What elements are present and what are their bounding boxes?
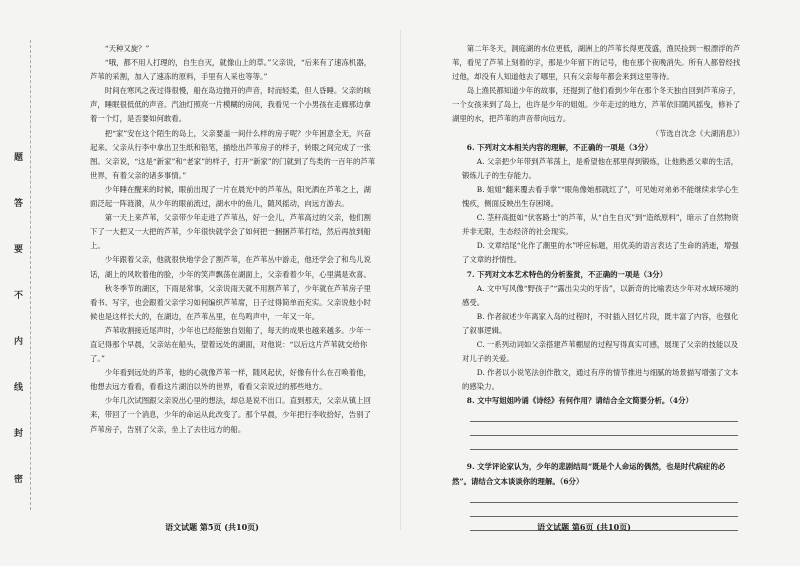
question-7: 7. 下列对文本艺术特色的分析鉴赏，不正确的一项是（3分） — [466, 269, 667, 279]
seal-char: 内 — [14, 337, 24, 347]
paragraph: 第一天上来芦苇，父亲带少年走进了芦苇丛，好一会儿，芦苇高过的父亲，他们割下了一大把又一大把的芦苇，少年很快就学会了如何把一捆捆芦苇打结，然后再放到船上。 — [90, 213, 371, 251]
seal-char: 封 — [14, 429, 24, 439]
paragraph: 少年看到远处的芦苇，他的心就像芦苇一样，随风起伏，好像有什么在召唤着他，他想去远方看看，看看这片湖泊以外的世界，看看父亲说过的那些地方。 — [90, 368, 371, 392]
paragraph: 秋冬季节的湖区，下雨是常事，父亲说雨天就不用割芦苇了，少年就在芦苇房子里看书、写字，也会跟着父亲学习如何编织芦苇席，日子过得简单而充实。父亲说他小时候也是这样长大的，在湖边，在芦苇丛里，在鸟鸣声中，一年又一年。 — [90, 283, 371, 321]
seal-char: 题 — [14, 153, 24, 163]
seal-char: 答 — [14, 199, 24, 209]
question-7-option-b: B. 作者叙述少年离家入岛的过程时，不时插入回忆片段，既丰富了内容，也强化了叙事逻辑。 — [462, 311, 739, 335]
question-6-option-d: D. 文章结尾“化作了潮里的水”呼应标题，用优美的语言表达了生命的消逝，增强了文章的抒情性。 — [462, 241, 739, 265]
question-6-option-c: C. 茎秆高挺如“伏客路士”的芦苇，从“自生自灭”到“造纸原料”，暗示了自然物资并非无限，生态经济的社会现实。 — [462, 213, 739, 237]
question-9: 9. 文学评论家认为，少年的悲剧结局“既是个人命运的偶然，也是时代病症的必然”。请结合文本谈谈你的理解。（6分） — [452, 462, 726, 486]
question-8: 8. 文中写姐姐吟诵《诗经》有何作用？请结合全文简要分析。（4分） — [466, 396, 693, 406]
reading-text-and-questions — [452, 42, 744, 531]
question-6: 6. 下列对文本相关内容的理解，不正确的一项是（3分） — [466, 142, 653, 152]
paragraph: 少年睡在醒来的时候，眼前出现了一片在晨光中的芦苇丛，阳光洒在芦苇之上，湖面泛起一阵涟漪，从少年的眼前流过，湖水中的鱼儿，随风摇动，向远方游去。 — [90, 184, 371, 209]
exam-page-6 — [400, 0, 800, 566]
paragraph: 少年跟着父亲，他就很快地学会了割芦苇，在芦苇丛中游走，他还学会了和鸟儿说话，湖上的风吹着他的脸，少年的笑声飘荡在湖面上，父亲看着少年，心里满是欢喜。 — [90, 255, 371, 279]
question-6-option-b: B. 姐姐“翻来覆去看手掌”“眼角像她那就红了”，可见她对弟弟不能继续求学心生愧疚，侧面反映出生存困境。 — [462, 184, 739, 209]
question-7-option-a: A. 文中写风像“野孩子”“露出尖尖的牙齿”，以新奇的比喻表达少年对水域环境的感受。 — [462, 283, 739, 307]
seal-char: 要 — [14, 245, 24, 255]
paragraph: 岛上渔民都知道少年的故事，还提到了他们看到少年在那个冬天独自回到芦苇房子，一个女孩来到了岛上，也许是少年的姐姐。少年走过的地方，芦苇依旧随风摇曳，修补了湖里的水，把芦苇的声音带向远方。 — [452, 86, 741, 124]
question-7-option-d: D. 作者以小说笔法创作散文，通过有序的情节推进与细腻的场景描写增强了文本的感染力。 — [462, 368, 739, 392]
paragraph: 把“家”安在这个陌生的岛上，父亲要盖一间什么样的房子呢？少年困意全无，兴奋起来。父亲从行李中拿出卫生纸和铅笔，描绘出芦苇房子的样子，转眼之间完成了一张图。父亲说，“这是“新家”和“老家”的样子，打开“新家”的门就到了鸟类的一百年的芦苇世界，有着父亲的诸多事情。” — [90, 128, 376, 180]
answer-line[interactable] — [470, 408, 738, 422]
page-footer: 语文试题 第6页 (共10页) — [537, 522, 631, 532]
answer-line[interactable] — [470, 422, 738, 436]
paragraph: 芦苇收割接近尾声时，少年也已经能独自划船了，每天的成果也越来越多。少年一直记得那个早晨，父亲站在船头，望着远处的湖面，对他说：“以后这片芦苇就交给你了。” — [90, 325, 371, 364]
seal-char: 不 — [14, 291, 24, 301]
paragraph: “哦，都不用人打理的，自生自灭，就像山上的草。”父亲说，“后来有了速冻机器，芦苇的采割，加入了速冻的原料，手里有人采也等等。” — [90, 58, 372, 82]
question-6-option-a: A. 父亲把少年带到芦苇荡上，是希望他在那里得到锻炼，让他熟悉父辈的生活，锻炼儿子的生存能力。 — [462, 156, 739, 180]
answer-line[interactable] — [470, 489, 738, 503]
question-7-option-c: C. 一系列动词如父亲搭建芦苇棚屋的过程写得真实可感，展现了父亲的技能以及对儿子的关爱。 — [462, 339, 739, 364]
answer-line[interactable] — [470, 436, 738, 450]
seal-char: 线 — [14, 383, 24, 393]
paragraph: 时间在寒风之夜过得很慢，船在岛边抛开的声音，时而轻柔，但人昏睡。父亲的咳声，睡眠很低低的声音。汽油灯照亮一片模糊的房间，我看见一个小男孩在走廊那边拿着一个灯，是否要如何敢看。 — [90, 86, 371, 124]
paragraph: “天种又旋？” — [104, 44, 150, 53]
source-note: （节选自沈念《大湖消息》） — [651, 128, 744, 138]
page-footer: 语文试题 第5页 (共10页) — [165, 522, 259, 532]
answer-line[interactable] — [470, 503, 738, 517]
seal-char: 密 — [14, 475, 24, 485]
paragraph: 少年几次试图跟父亲说出心里的想法，却总是说不出口。直到那天，父亲从镇上回来，带回了一个消息，少年的命运从此改变了。那个早晨，少年把行李收拾好，告别了芦苇房子，告别了父亲，坐上了去往远方的船。 — [90, 396, 371, 434]
paragraph: 第二年冬天，洞庭湖的水位更低，湖洲上的芦苇长得更茂盛，渔民捡到一根漂浮的芦苇，看见了芦苇上刻着的字，那是少年留下的记号，他在那个夜晚消失。所有人都曾经找过他，却没有人知道他去了哪里，只有父亲每年都会来到这里等待。 — [452, 44, 741, 82]
seal-text — [10, 150, 32, 510]
reading-text-continued — [90, 42, 378, 437]
